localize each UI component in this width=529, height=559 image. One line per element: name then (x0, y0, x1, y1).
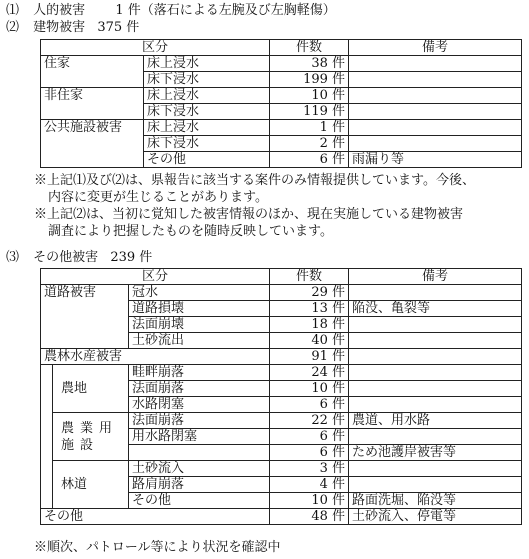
section-1-label: 人的被害 (33, 3, 86, 18)
count-cell: 4 件 (270, 477, 349, 493)
sub-category (129, 445, 270, 461)
note-line: 内容に変更が生じることがあります。 (48, 190, 268, 205)
sub-category: 土砂流入 (129, 461, 270, 477)
note-cell (349, 285, 522, 301)
group-spacer (41, 72, 144, 88)
sub-category: 床下浸水 (144, 72, 270, 88)
note-cell: 路面洗堀、陥没等 (349, 493, 522, 509)
sub-category: 法面崩壊 (129, 317, 270, 333)
subgroup-label: 農業用施設 (53, 413, 129, 461)
note-cell: 陥没、亀裂等 (349, 301, 522, 317)
table-row (41, 56, 522, 72)
note-cell (349, 349, 522, 365)
subgroup-label: 林道 (53, 461, 129, 509)
section-2-number: ⑵ (6, 20, 20, 35)
count-cell: 91 件 (270, 349, 349, 365)
group-label: その他 (41, 509, 270, 525)
sub-category: 法面崩落 (129, 413, 270, 429)
note-cell: ため池護岸被害等 (349, 445, 522, 461)
table-row (41, 285, 522, 301)
count-cell: 40 件 (270, 333, 349, 349)
note-cell (349, 429, 522, 445)
table-row (41, 413, 522, 429)
count-cell: 6 件 (270, 152, 349, 168)
count-cell: 6 件 (270, 429, 349, 445)
building-damage-table (40, 39, 522, 168)
note-cell (349, 477, 522, 493)
note-cell (349, 333, 522, 349)
group-label: 農林水産被害 (41, 349, 270, 365)
subgroup-label: 農地 (53, 365, 129, 413)
group-spacer (41, 152, 144, 168)
count-cell: 18 件 (270, 317, 349, 333)
sub-category: 路肩崩落 (129, 477, 270, 493)
sub-category: その他 (129, 493, 270, 509)
note-cell (349, 365, 522, 381)
count-cell: 29 件 (270, 285, 349, 301)
note-line: ※上記⑵は、当初に覚知した被害情報のほか、現在実施している建物被害 (34, 207, 464, 222)
header-category: 区分 (41, 40, 270, 56)
count-cell: 3 件 (270, 461, 349, 477)
sub-category: 畦畔崩落 (129, 365, 270, 381)
sub-category: 床上浸水 (144, 56, 270, 72)
note-cell (349, 381, 522, 397)
section-2-count: 375 件 (97, 20, 140, 35)
note-cell (349, 136, 522, 152)
group-spacer (41, 136, 144, 152)
note-cell (349, 88, 522, 104)
sub-category: 水路閉塞 (129, 397, 270, 413)
table-row (41, 152, 522, 168)
header-notes: 備考 (349, 40, 522, 56)
sub-category: 道路損壊 (129, 301, 270, 317)
section-3-number: ⑶ (6, 250, 20, 265)
note-cell: 土砂流入、停電等 (349, 509, 522, 525)
note-cell (349, 461, 522, 477)
note-cell (349, 120, 522, 136)
table-row (41, 365, 522, 381)
sub-category: 床上浸水 (144, 88, 270, 104)
note-cell: 農道、用水路 (349, 413, 522, 429)
count-cell: 2 件 (270, 136, 349, 152)
count-cell: 6 件 (270, 397, 349, 413)
note-cell (349, 397, 522, 413)
note-line: ※順次、パトロール等により状況を確認中 (34, 540, 281, 555)
table-row (41, 88, 522, 104)
sub-category: 床下浸水 (144, 136, 270, 152)
sub-category: 法面崩落 (129, 381, 270, 397)
sub-category: 冠水 (129, 285, 270, 301)
count-cell: 10 件 (270, 381, 349, 397)
section-1-line (6, 3, 336, 19)
group-label: 道路被害 (41, 285, 129, 349)
table-header-row (41, 269, 522, 285)
table-row (41, 349, 522, 365)
section-3-label: その他被害 (33, 250, 99, 265)
note-cell (349, 56, 522, 72)
header-category: 区分 (41, 269, 270, 285)
note-line: 調査により把握したものを随時反映しています。 (48, 224, 333, 239)
count-cell: 22 件 (270, 413, 349, 429)
sub-category: 用水路閉塞 (129, 429, 270, 445)
section-2-label: 建物被害 (33, 20, 86, 35)
count-cell: 48 件 (270, 509, 349, 525)
section-1-number: ⑴ (6, 3, 20, 18)
group-label: 公共施設被害 (41, 120, 144, 136)
count-cell: 6 件 (270, 445, 349, 461)
table-row (41, 72, 522, 88)
section-3-count: 239 件 (110, 250, 153, 265)
count-cell: 13 件 (270, 301, 349, 317)
table-row (41, 136, 522, 152)
note-cell: 雨漏り等 (349, 152, 522, 168)
group-label: 住家 (41, 56, 144, 72)
note-line: ※上記⑴及び⑵は、県報告に該当する案件のみ情報提供しています。今後、 (34, 173, 475, 188)
count-cell: 38 件 (270, 56, 349, 72)
header-notes: 備考 (349, 269, 522, 285)
sub-category: 土砂流出 (129, 333, 270, 349)
sub-category: 床下浸水 (144, 104, 270, 120)
section-2-line (6, 20, 139, 36)
count-cell: 119 件 (270, 104, 349, 120)
section-1-count: 1 件 (115, 3, 141, 18)
header-count: 件数 (270, 40, 349, 56)
table-row (41, 509, 522, 525)
table-header-row (41, 40, 522, 56)
indent-spacer (41, 365, 53, 509)
count-cell: 1 件 (270, 120, 349, 136)
count-cell: 24 件 (270, 365, 349, 381)
sub-category: 床上浸水 (144, 120, 270, 136)
note-cell (349, 104, 522, 120)
group-label: 非住家 (41, 88, 144, 104)
table-row (41, 120, 522, 136)
section-1-detail: （落石による左腕及び左胸軽傷） (140, 3, 336, 18)
section-3-line (6, 250, 152, 266)
note-cell (349, 72, 522, 88)
header-count: 件数 (270, 269, 349, 285)
table-row (41, 461, 522, 477)
note-cell (349, 317, 522, 333)
count-cell: 10 件 (270, 88, 349, 104)
count-cell: 10 件 (270, 493, 349, 509)
other-damage-table (40, 268, 522, 525)
sub-category: その他 (144, 152, 270, 168)
group-spacer (41, 104, 144, 120)
table-row (41, 104, 522, 120)
count-cell: 199 件 (270, 72, 349, 88)
